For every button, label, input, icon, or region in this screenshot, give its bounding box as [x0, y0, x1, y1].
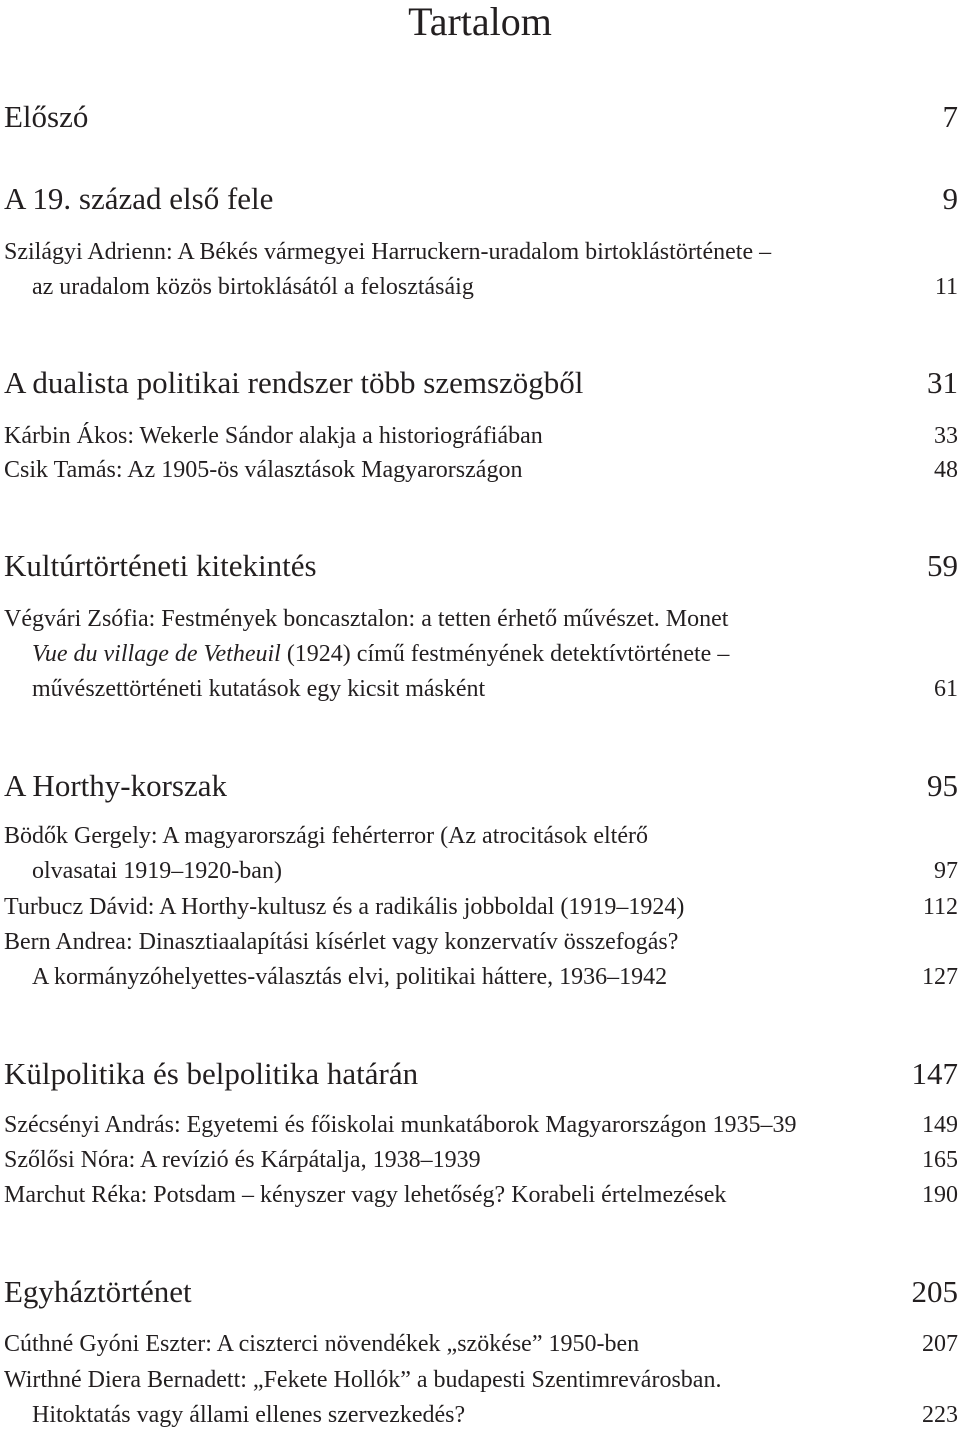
entry-text: Hitoktatás vagy állami ellenes szervezkedés?: [32, 1402, 466, 1428]
entry-text: A kormányzóhelyettes-választás elvi, politikai háttere, 1936–1942: [32, 964, 668, 990]
page-number: 31: [927, 365, 958, 400]
page-number: 147: [911, 1056, 958, 1091]
section-title: Előszó: [4, 99, 89, 134]
page-number: 165: [922, 1147, 958, 1173]
entry-text: Szécsényi András: Egyetemi és főiskolai munkatáborok Magyarországon 1935–39: [4, 1112, 797, 1138]
section-title: Külpolitika és belpolitika határán: [4, 1056, 419, 1091]
page-title: Tartalom: [408, 0, 552, 44]
section-title: A Horthy-korszak: [4, 768, 227, 803]
entry-text: Végvári Zsófia: Festmények boncasztalon: a tetten érhető művészet. Monet: [4, 606, 729, 632]
entry-text: művészettörténeti kutatások egy kicsit másként: [32, 676, 486, 702]
entry-text: Bödők Gergely: A magyarországi fehérterror (Az atrocitások eltérő: [4, 823, 648, 849]
page-number: 207: [922, 1331, 958, 1357]
artwork-title: Vue du village de Vetheuil: [32, 641, 281, 667]
entry-text: [32, 640, 729, 668]
page-number: 149: [922, 1112, 958, 1138]
entry-text: Csik Tamás: Az 1905-ös választások Magyarországon: [4, 457, 523, 483]
page-number: 112: [922, 894, 958, 920]
page-number: 59: [927, 548, 958, 583]
section-title: Kultúrtörténeti kitekintés: [4, 548, 317, 583]
entry-text: Kárbin Ákos: Wekerle Sándor alakja a historiográfiában: [4, 423, 543, 449]
entry-text-rest: (1924) című festményének detektívtörténete –: [286, 641, 730, 667]
entry-text: Turbucz Dávid: A Horthy-kultusz és a radikális jobboldal (1919–1924): [4, 894, 685, 920]
page-number: 9: [942, 181, 958, 216]
page-number: 33: [934, 423, 958, 449]
page-number: 11: [934, 274, 958, 300]
page-number: 95: [927, 768, 958, 803]
section-title: Egyháztörténet: [4, 1274, 192, 1309]
section-title: A dualista politikai rendszer több szemszögből: [4, 365, 584, 400]
page-number: 205: [911, 1274, 958, 1309]
entry-text: olvasatai 1919–1920-ban): [32, 858, 282, 884]
page-number: 97: [934, 858, 958, 884]
section-title: A 19. század első fele: [4, 181, 274, 216]
page-number: 7: [942, 99, 958, 134]
page-number: 61: [934, 676, 958, 702]
entry-text: Szőlősi Nóra: A revízió és Kárpátalja, 1938–1939: [4, 1147, 481, 1173]
entry-text: az uradalom közös birtoklásától a felosztásáig: [32, 274, 474, 300]
page-number: 190: [922, 1182, 958, 1208]
entry-text: Wirthné Diera Bernadett: „Fekete Hollók” a budapesti Szentimrevárosban.: [4, 1367, 722, 1393]
page-number: 223: [922, 1402, 958, 1428]
entry-text: Szilágyi Adrienn: A Békés vármegyei Harruckern-uradalom birtoklástörténete –: [4, 239, 772, 265]
entry-text: Marchut Réka: Potsdam – kényszer vagy lehetőség? Korabeli értelmezések: [4, 1182, 727, 1208]
entry-text: Cúthné Gyóni Eszter: A ciszterci növendékek „szökése” 1950-ben: [4, 1331, 640, 1357]
entry-text: Bern Andrea: Dinasztiaalapítási kísérlet vagy konzervatív összefogás?: [4, 929, 679, 955]
page-number: 48: [934, 457, 958, 483]
page-number: 127: [922, 964, 958, 990]
